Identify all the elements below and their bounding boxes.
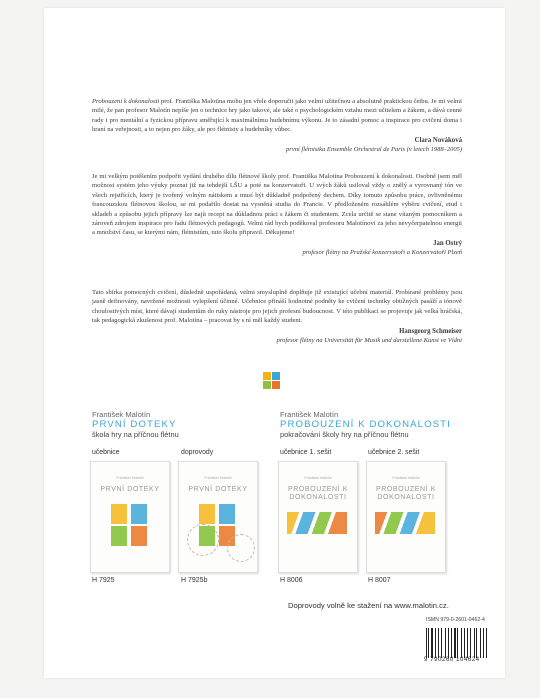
testimonial-2 xyxy=(92,172,462,258)
volume-label: učebnice 2. sešit xyxy=(368,449,420,456)
barcode-bar xyxy=(486,628,487,658)
barcode-bar xyxy=(436,628,437,658)
barcode-bar xyxy=(443,628,444,658)
volume-label: učebnice xyxy=(92,449,120,456)
series-subtitle: škola hry na příčnou flétnu xyxy=(92,430,179,439)
series-prvni-doteky xyxy=(92,410,179,439)
testimonial-role: profesor flétny na Universität für Musik und darstellene Kunst ve Vídni xyxy=(276,337,462,345)
catalog-code: H 8006 xyxy=(280,577,303,584)
ismn-label: ISMN 979-0-2601-0462-4 xyxy=(426,617,485,623)
barcode-icon xyxy=(426,628,489,658)
cover-art xyxy=(287,512,347,534)
testimonial-1 xyxy=(92,97,462,154)
series-title: PRVNÍ DOTEKY xyxy=(92,419,177,430)
barcode-bar xyxy=(428,628,429,658)
cover-author: František Malotín xyxy=(204,476,232,480)
download-note: Doprovody volně ke stažení na www.malotin.cz. xyxy=(288,601,449,610)
book-cover-probouzeni-2 xyxy=(366,461,446,573)
barcode-bar xyxy=(470,628,471,658)
stamp-icon xyxy=(187,524,219,556)
testimonial-signature xyxy=(92,327,462,346)
cover-author: František Malotín xyxy=(304,476,332,480)
testimonial-text: Tato sbírka pomocných cvičení, důsledně uspořádaná, velmi smysluplně doplňuje již existující učební materiál. Probírané problémy jsou jasně definovány, navržené možnosti vylepšení účinné. Učebnice přináší hodnotné podněty ke cvičení techniky obtížných pasáží a tónově choulostivých míst, které dávají studentům do ruky nástroje pro jejich profesní budoucnost. V této publikaci se projevuje jak velká hráčská, tak pedagogická zkušenost prof. Malotína – pracovat by s ní měl každý student. xyxy=(92,289,462,325)
flute-player-icon xyxy=(111,504,127,524)
series-subtitle: pokračování školy hry na příčnou flétnu xyxy=(280,430,409,439)
barcode-bar xyxy=(438,628,439,658)
flute-player-icon xyxy=(219,504,235,524)
testimonial-role: první flétnistka Ensemble Orchestral de Paris (v letech 1988–2005) xyxy=(286,146,462,154)
catalog-code: H 8007 xyxy=(368,577,391,584)
barcode-bar xyxy=(475,628,476,658)
testimonial-3 xyxy=(92,288,462,345)
series-title: PROBOUZENÍ K DOKONALOSTI xyxy=(280,419,451,430)
book-cover-probouzeni-1 xyxy=(278,461,358,573)
stamp-icon xyxy=(227,534,255,562)
publisher-logo-icon xyxy=(263,372,280,389)
barcode-bar xyxy=(465,628,466,658)
cover-art xyxy=(375,512,435,534)
testimonial-author: Jan Ostrý xyxy=(433,239,462,247)
testimonial-text: Je mi velkým potěšením podpořit vydání druhého dílu flétnové školy prof. Františka Malotína Probouzení k dokonalosti. Osobně jsem měl možnost systém jeho výuky poznat již na tehdejší LŠU a poté na konzervatoři. U svých žáků usiloval vždy o znělý a vyrovnaný tón ve všech rejstřících, který je tvořený volným nátiskem a musí být důkladně podpořený dechem. Díky tomuto způsobu práce, ovlivněnému francouzskou flétnovou školou, se mi podařilo dostat na vysněná studia do Francie. V předloženém rozsáhlém výběru cvičení, etud i skladeb a způsobu jejich přípravy lze najít recept na důkladnou práci s žákem či studentem. Zcela určitě se stane vítaným pomocníkem a zároveň zdrojem inspirace pro řadu flétnových pedagogů. Velmi rád bych poděkoval profesoru Malotínovi za jeho nevyčerpatelnou energii a množství času, se kterými nám, flétnistům, tuto školu připravil. Děkujeme! xyxy=(92,173,462,237)
catalog-code: H 7925b xyxy=(181,577,208,584)
barcode-bar xyxy=(451,628,452,658)
testimonial-book-title: Probouzení k dokonalosti xyxy=(92,98,160,105)
flute-player-icon xyxy=(131,526,147,546)
flute-player-icon xyxy=(131,504,147,524)
series-author: František Malotín xyxy=(280,410,339,419)
cover-title: PRVNÍ DOTEKY xyxy=(100,486,160,493)
cover-title: PROBOUZENÍ K DOKONALOSTI xyxy=(287,486,349,501)
barcode-bar xyxy=(446,628,447,658)
cover-author: František Malotín xyxy=(116,476,144,480)
series-probouzeni xyxy=(280,410,451,439)
series-author: František Malotín xyxy=(92,410,151,419)
testimonial-signature xyxy=(92,136,462,155)
testimonial-author: Clara Nováková xyxy=(414,136,462,144)
cover-title: PRVNÍ DOTEKY xyxy=(188,486,248,493)
barcode-bar xyxy=(431,628,432,658)
testimonial-signature xyxy=(92,239,462,258)
volume-label: učebnice 1. sešit xyxy=(280,449,332,456)
barcode-digits: 9 790260 104624 xyxy=(424,657,480,663)
flute-player-icon xyxy=(199,504,215,524)
testimonial-role: profesor flétny na Pražské konzervatoři a Konzervatoři Plzeň xyxy=(302,249,462,257)
catalog-code: H 7925 xyxy=(92,577,115,584)
cover-title: PROBOUZENÍ K DOKONALOSTI xyxy=(375,486,437,501)
flute-player-icon xyxy=(111,526,127,546)
book-cover-prvni-doteky xyxy=(90,461,170,573)
cover-author: František Malotín xyxy=(392,476,420,480)
book-cover-prvni-doteky-doprovody xyxy=(178,461,258,573)
testimonial-text: Probouzení k dokonalosti prof. Františka Malotína mohu jen vřele doporučit jako velmi užitečnou a absolutně praktickou četbu. Je mi velmi milé, že pan profesor Malotín nepíše jen o technice hry jako takové, ale také o psychologickém vztahu mezi učitelem a žákem, a dává cenné rady i pro mentální a fyzickou přípravu směřující k maximálnímu hudebnímu výkonu. Je to zásadní pomoc a inspirace pro cvičení doma i hraní na veřejnosti, a to nejen pro žáky, ale pro flétnisty a hudebníky vůbec. xyxy=(92,98,462,134)
volume-label: doprovody xyxy=(181,449,214,456)
testimonial-author: Hansgeorg Schmeiser xyxy=(399,327,462,335)
